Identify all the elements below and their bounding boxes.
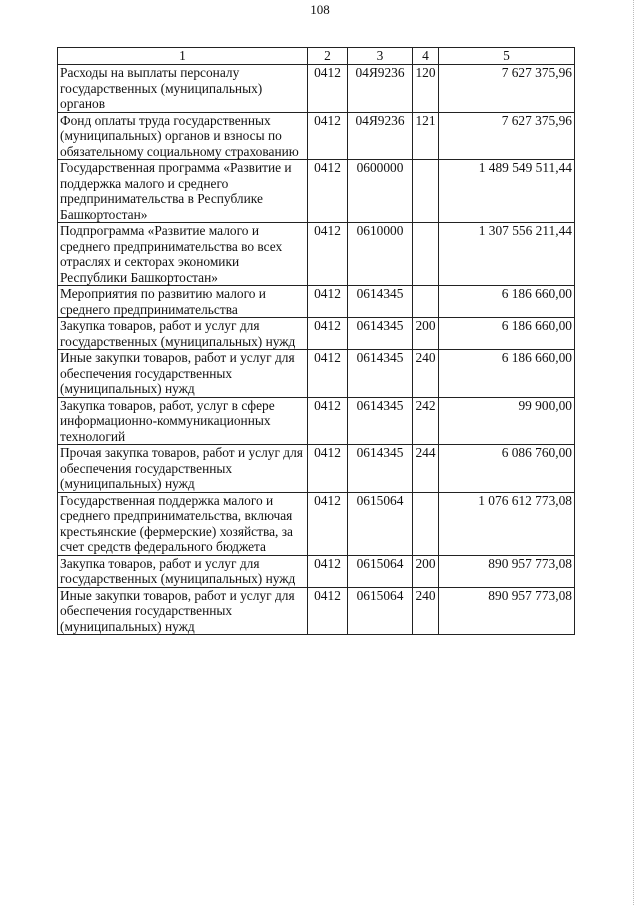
row-amount-cell: 1 076 612 773,08 [439,492,575,555]
table-row [58,223,575,286]
header-cell-name: 1 [58,48,308,65]
row-name-cell: Мероприятия по развитию малого и среднего предпринимательства [58,286,308,318]
row-target-cell: 0615064 [348,492,413,555]
row-target-cell: 0614345 [348,397,413,445]
row-name-cell: Иные закупки товаров, работ и услуг для обеспечения государственных (муниципальных) нужд [58,587,308,635]
row-amount-cell: 1 489 549 511,44 [439,160,575,223]
row-amount-cell: 7 627 375,96 [439,112,575,160]
table-row [58,587,575,635]
header-cell-target: 3 [348,48,413,65]
row-name-cell: Иные закупки товаров, работ и услуг для обеспечения государственных (муниципальных) нужд [58,350,308,398]
row-section-cell: 0412 [308,223,348,286]
row-amount-cell: 6 186 660,00 [439,350,575,398]
row-target-cell: 0615064 [348,555,413,587]
row-amount-cell: 6 186 660,00 [439,286,575,318]
row-amount-cell: 6 186 660,00 [439,318,575,350]
table-body [58,65,575,635]
row-name-cell: Расходы на выплаты персоналу государственных (муниципальных) органов [58,65,308,113]
row-section-cell: 0412 [308,318,348,350]
row-type-cell: 200 [413,555,439,587]
table-row [58,492,575,555]
row-name-cell: Подпрограмма «Развитие малого и среднего предпринимательства во всех отраслях и секторах экономики Республики Башкортостан» [58,223,308,286]
header-cell-section: 2 [308,48,348,65]
row-type-cell: 242 [413,397,439,445]
row-section-cell: 0412 [308,350,348,398]
row-type-cell: 121 [413,112,439,160]
row-type-cell: 244 [413,445,439,493]
row-target-cell: 0610000 [348,223,413,286]
row-type-cell: 240 [413,350,439,398]
table-row [58,65,575,113]
row-target-cell: 0600000 [348,160,413,223]
row-target-cell: 0614345 [348,350,413,398]
row-target-cell: 04Я9236 [348,112,413,160]
row-section-cell: 0412 [308,492,348,555]
row-section-cell: 0412 [308,65,348,113]
table-row [58,160,575,223]
row-section-cell: 0412 [308,112,348,160]
row-section-cell: 0412 [308,286,348,318]
table-row [58,112,575,160]
row-name-cell: Государственная поддержка малого и среднего предпринимательства, включая крестьянские (фермерские) хозяйства, за счет средств федерального бюджета [58,492,308,555]
table-header [58,48,575,65]
row-target-cell: 0614345 [348,445,413,493]
row-name-cell: Фонд оплаты труда государственных (муниципальных) органов и взносы по обязательному социальному страхованию [58,112,308,160]
header-cell-type: 4 [413,48,439,65]
header-row [58,48,575,65]
row-type-cell [413,160,439,223]
row-section-cell: 0412 [308,445,348,493]
budget-table [57,47,575,635]
table-row [58,445,575,493]
row-section-cell: 0412 [308,555,348,587]
row-target-cell: 0615064 [348,587,413,635]
row-amount-cell: 890 957 773,08 [439,587,575,635]
row-name-cell: Закупка товаров, работ и услуг для государственных (муниципальных) нужд [58,555,308,587]
row-section-cell: 0412 [308,397,348,445]
row-amount-cell: 6 086 760,00 [439,445,575,493]
row-target-cell: 0614345 [348,286,413,318]
row-amount-cell: 1 307 556 211,44 [439,223,575,286]
row-type-cell [413,492,439,555]
page-number: 108 [310,2,330,17]
scan-margin-line [632,0,634,905]
row-amount-cell: 890 957 773,08 [439,555,575,587]
row-name-cell: Закупка товаров, работ, услуг в сфере информационно-коммуникационных технологий [58,397,308,445]
row-name-cell: Прочая закупка товаров, работ и услуг для обеспечения государственных (муниципальных) нужд [58,445,308,493]
row-type-cell: 240 [413,587,439,635]
row-name-cell: Закупка товаров, работ и услуг для государственных (муниципальных) нужд [58,318,308,350]
row-type-cell [413,286,439,318]
row-amount-cell: 7 627 375,96 [439,65,575,113]
table-row [58,397,575,445]
row-section-cell: 0412 [308,587,348,635]
row-type-cell: 200 [413,318,439,350]
row-target-cell: 04Я9236 [348,65,413,113]
row-name-cell: Государственная программа «Развитие и поддержка малого и среднего предпринимательства в Республике Башкортостан» [58,160,308,223]
row-amount-cell: 99 900,00 [439,397,575,445]
row-type-cell: 120 [413,65,439,113]
row-section-cell: 0412 [308,160,348,223]
table-row [58,286,575,318]
row-target-cell: 0614345 [348,318,413,350]
table-row [58,318,575,350]
table-row [58,350,575,398]
table-row [58,555,575,587]
header-cell-amount: 5 [439,48,575,65]
row-type-cell [413,223,439,286]
